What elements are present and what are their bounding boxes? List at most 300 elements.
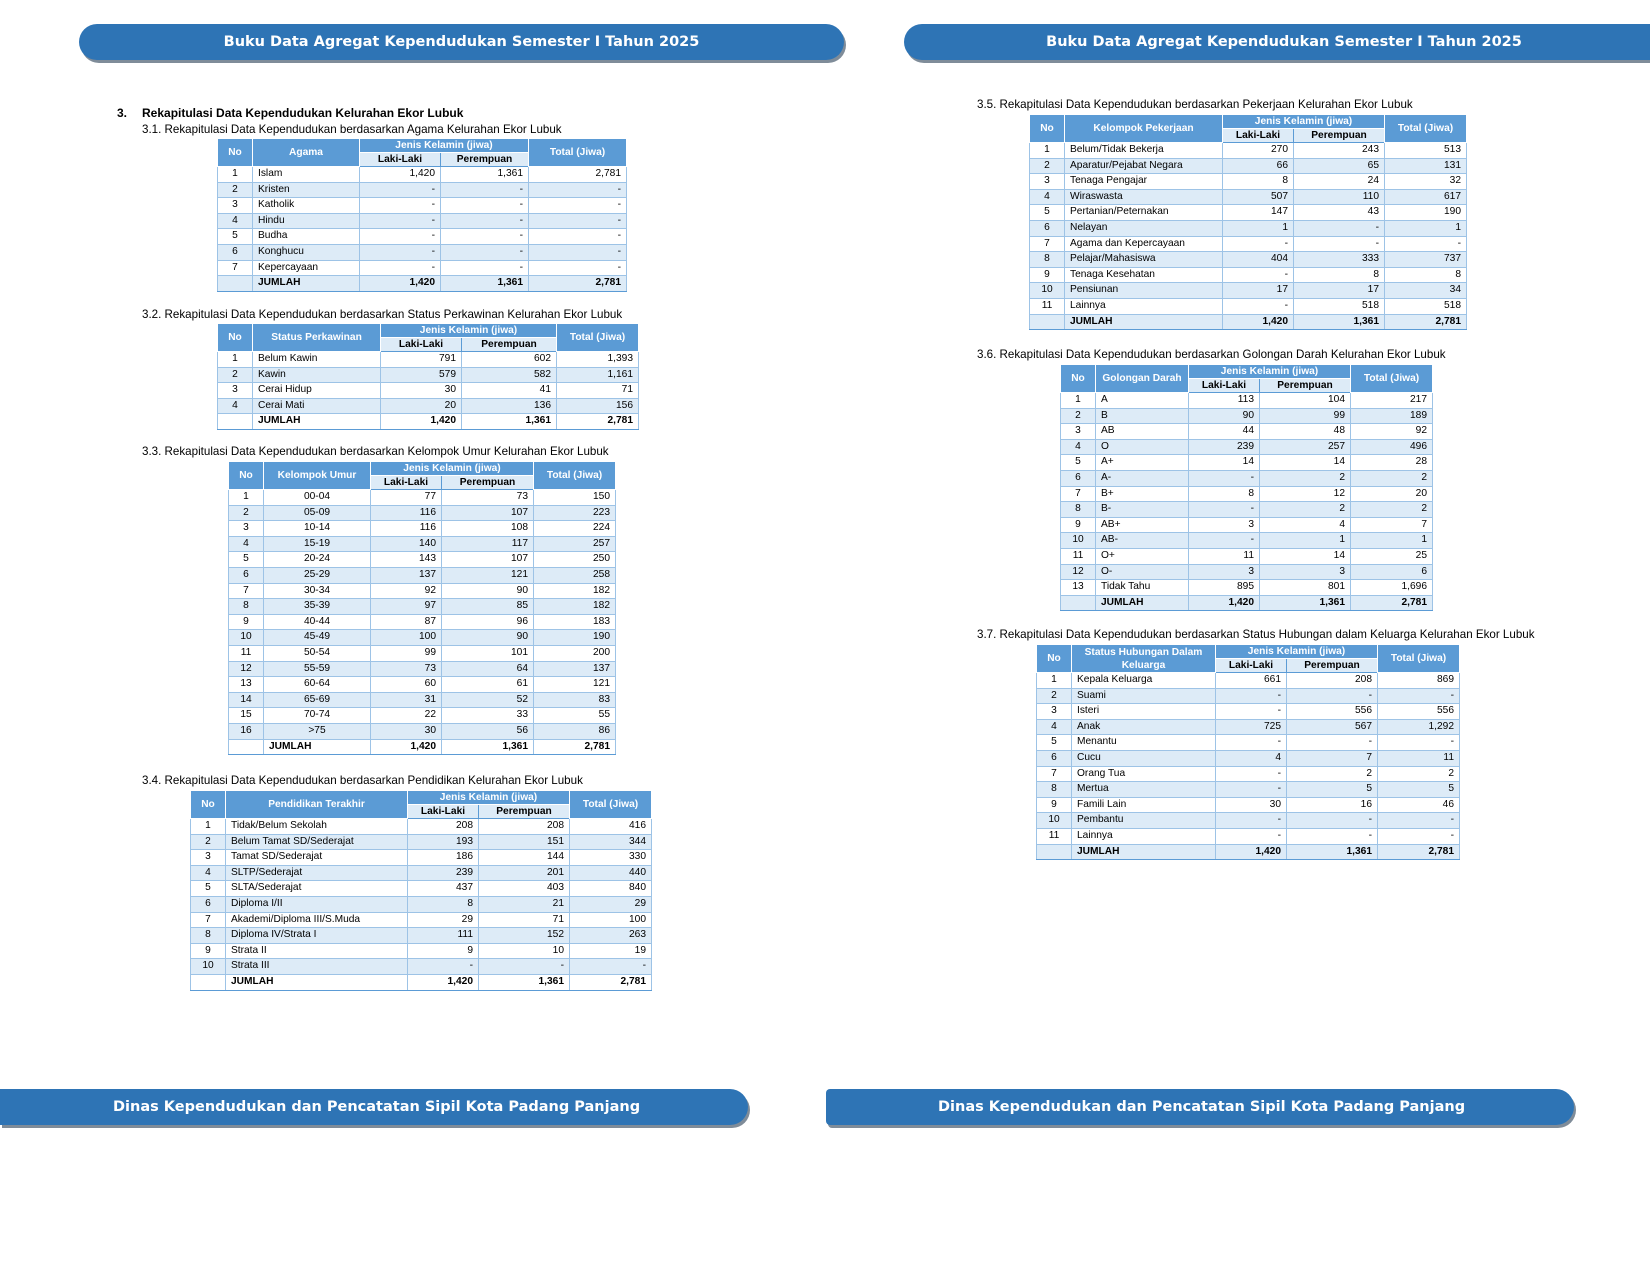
row-category: Lainnya xyxy=(1072,828,1216,844)
table-pendidikan xyxy=(190,790,652,991)
row-laki-laki: 66 xyxy=(1223,158,1294,174)
row-laki-laki: 661 xyxy=(1216,673,1287,689)
row-no: 8 xyxy=(191,928,226,944)
row-perempuan: 104 xyxy=(1260,393,1351,409)
caption-3-5: 3.5. Rekapitulasi Data Kependudukan berdasarkan Pekerjaan Kelurahan Ekor Lubuk xyxy=(977,98,1413,111)
row-category: 10-14 xyxy=(264,521,371,537)
row-category: 70-74 xyxy=(264,708,371,724)
row-no: 4 xyxy=(1037,719,1072,735)
row-category: Famili Lain xyxy=(1072,797,1216,813)
row-laki-laki: - xyxy=(1216,735,1287,751)
table-row xyxy=(1030,205,1467,221)
row-laki-laki: 111 xyxy=(408,928,479,944)
row-laki-laki: 239 xyxy=(408,865,479,881)
row-total: 100 xyxy=(570,912,652,928)
row-total: 131 xyxy=(1385,158,1467,174)
table-row xyxy=(218,352,639,368)
row-no: 2 xyxy=(1061,408,1096,424)
row-laki-laki: - xyxy=(1216,704,1287,720)
row-laki-laki: 507 xyxy=(1223,189,1294,205)
row-category: A+ xyxy=(1096,455,1189,471)
row-total: - xyxy=(529,198,627,214)
row-laki-laki: - xyxy=(1216,813,1287,829)
header-category: Kelompok Pekerjaan xyxy=(1065,115,1223,143)
row-category: O xyxy=(1096,439,1189,455)
total-label: JUMLAH xyxy=(264,739,371,755)
total-empty xyxy=(1030,314,1065,330)
header-total: Total (Jiwa) xyxy=(1385,115,1467,143)
total-label: JUMLAH xyxy=(1096,595,1189,611)
row-perempuan: 10 xyxy=(479,943,570,959)
row-no: 11 xyxy=(229,645,264,661)
caption-3-3: 3.3. Rekapitulasi Data Kependudukan berdasarkan Kelompok Umur Kelurahan Ekor Lubuk xyxy=(142,445,609,458)
header-category: Kelompok Umur xyxy=(264,462,371,490)
row-perempuan: - xyxy=(1287,735,1378,751)
row-perempuan: 107 xyxy=(442,505,534,521)
row-laki-laki: 20 xyxy=(381,398,462,414)
row-no: 4 xyxy=(191,865,226,881)
row-category: A- xyxy=(1096,470,1189,486)
header-total: Total (Jiwa) xyxy=(557,324,639,352)
table-row xyxy=(218,182,627,198)
header-laki-laki: Laki-Laki xyxy=(371,476,442,490)
row-laki-laki: - xyxy=(360,182,441,198)
table-row xyxy=(229,490,616,506)
row-total: 200 xyxy=(534,645,616,661)
row-no: 2 xyxy=(218,182,253,198)
header-no: No xyxy=(229,462,264,490)
row-no: 9 xyxy=(1061,517,1096,533)
row-no: 6 xyxy=(1030,220,1065,236)
table-row xyxy=(229,661,616,677)
row-perempuan: 96 xyxy=(442,614,534,630)
row-no: 9 xyxy=(229,614,264,630)
row-laki-laki: 193 xyxy=(408,834,479,850)
row-category: B xyxy=(1096,408,1189,424)
row-perempuan: 2 xyxy=(1260,502,1351,518)
row-no: 1 xyxy=(191,819,226,835)
table-row xyxy=(1061,393,1433,409)
header-perempuan: Perempuan xyxy=(1294,129,1385,143)
header-total: Total (Jiwa) xyxy=(534,462,616,490)
table-row xyxy=(1037,766,1460,782)
row-perempuan: 17 xyxy=(1294,283,1385,299)
header-total: Total (Jiwa) xyxy=(529,139,627,167)
row-total: - xyxy=(1378,813,1460,829)
row-perempuan: 14 xyxy=(1260,455,1351,471)
row-perempuan: - xyxy=(1287,688,1378,704)
row-total: 518 xyxy=(1385,298,1467,314)
row-category: Cerai Mati xyxy=(253,398,381,414)
table-row xyxy=(1061,408,1433,424)
row-total: 5 xyxy=(1378,782,1460,798)
row-category: Mertua xyxy=(1072,782,1216,798)
row-total: 20 xyxy=(1351,486,1433,502)
row-total: 617 xyxy=(1385,189,1467,205)
table-row xyxy=(191,943,652,959)
row-total: 189 xyxy=(1351,408,1433,424)
row-perempuan: - xyxy=(1287,828,1378,844)
row-no: 4 xyxy=(229,536,264,552)
table-row xyxy=(229,723,616,739)
row-category: B- xyxy=(1096,502,1189,518)
header-jenis-kelamin: Jenis Kelamin (jiwa) xyxy=(1189,365,1351,379)
row-category: 35-39 xyxy=(264,599,371,615)
row-no: 7 xyxy=(191,912,226,928)
row-laki-laki: 8 xyxy=(1189,486,1260,502)
total-laki-laki: 1,420 xyxy=(360,276,441,292)
header-category: Agama xyxy=(253,139,360,167)
table-golongan-darah xyxy=(1060,364,1433,611)
row-total: 330 xyxy=(570,850,652,866)
total-laki-laki: 1,420 xyxy=(1189,595,1260,611)
header-no: No xyxy=(218,324,253,352)
row-perempuan: 7 xyxy=(1287,750,1378,766)
row-laki-laki: 8 xyxy=(408,896,479,912)
row-perempuan: 2 xyxy=(1260,470,1351,486)
row-total: 28 xyxy=(1351,455,1433,471)
header-perempuan: Perempuan xyxy=(479,805,570,819)
table-row xyxy=(229,505,616,521)
row-category: SLTA/Sederajat xyxy=(226,881,408,897)
row-laki-laki: - xyxy=(1223,267,1294,283)
table-row xyxy=(218,367,639,383)
table-row xyxy=(1037,704,1460,720)
table-row xyxy=(1061,502,1433,518)
header-no: No xyxy=(1037,645,1072,673)
table-row xyxy=(1061,533,1433,549)
table-row xyxy=(191,896,652,912)
row-category: Kepala Keluarga xyxy=(1072,673,1216,689)
table-row xyxy=(1061,455,1433,471)
table-row xyxy=(1061,548,1433,564)
row-perempuan: 801 xyxy=(1260,580,1351,596)
table-agama xyxy=(217,138,627,292)
row-no: 1 xyxy=(1030,143,1065,159)
row-perempuan: 85 xyxy=(442,599,534,615)
total-jiwa: 2,781 xyxy=(534,739,616,755)
row-laki-laki: 44 xyxy=(1189,424,1260,440)
row-total: 182 xyxy=(534,583,616,599)
row-category: Diploma IV/Strata I xyxy=(226,928,408,944)
header-category: Status Hubungan Dalam Keluarga xyxy=(1072,645,1216,673)
row-category: Budha xyxy=(253,229,360,245)
row-total: - xyxy=(529,229,627,245)
row-category: 40-44 xyxy=(264,614,371,630)
row-perempuan: 107 xyxy=(442,552,534,568)
row-laki-laki: 579 xyxy=(381,367,462,383)
row-no: 1 xyxy=(1037,673,1072,689)
row-perempuan: 152 xyxy=(479,928,570,944)
row-total: 869 xyxy=(1378,673,1460,689)
row-category: Belum/Tidak Bekerja xyxy=(1065,143,1223,159)
row-no: 6 xyxy=(1061,470,1096,486)
row-total: 344 xyxy=(570,834,652,850)
row-laki-laki: 100 xyxy=(371,630,442,646)
row-total: 2,781 xyxy=(529,167,627,183)
row-category: 50-54 xyxy=(264,645,371,661)
row-total: 55 xyxy=(534,708,616,724)
row-perempuan: 90 xyxy=(442,583,534,599)
row-laki-laki: 29 xyxy=(408,912,479,928)
total-laki-laki: 1,420 xyxy=(1216,844,1287,860)
row-total: 2 xyxy=(1351,470,1433,486)
row-perempuan: 117 xyxy=(442,536,534,552)
row-category: Pelajar/Mahasiswa xyxy=(1065,252,1223,268)
row-total: 263 xyxy=(570,928,652,944)
row-perempuan: 556 xyxy=(1287,704,1378,720)
table-row xyxy=(1037,797,1460,813)
row-perempuan: 257 xyxy=(1260,439,1351,455)
row-total: - xyxy=(529,260,627,276)
row-no: 6 xyxy=(191,896,226,912)
total-laki-laki: 1,420 xyxy=(408,974,479,990)
row-no: 11 xyxy=(1030,298,1065,314)
row-no: 5 xyxy=(1030,205,1065,221)
row-no: 8 xyxy=(1061,502,1096,518)
row-laki-laki: - xyxy=(1216,688,1287,704)
footer-banner-right xyxy=(826,1089,1574,1125)
table-row xyxy=(1030,174,1467,190)
caption-3-4: 3.4. Rekapitulasi Data Kependudukan berdasarkan Pendidikan Kelurahan Ekor Lubuk xyxy=(142,774,583,787)
row-category: Strata III xyxy=(226,959,408,975)
row-total: 32 xyxy=(1385,174,1467,190)
table-row xyxy=(1030,220,1467,236)
row-category: 30-34 xyxy=(264,583,371,599)
row-no: 11 xyxy=(1061,548,1096,564)
row-laki-laki: 147 xyxy=(1223,205,1294,221)
row-no: 5 xyxy=(191,881,226,897)
row-laki-laki: 270 xyxy=(1223,143,1294,159)
row-perempuan: 144 xyxy=(479,850,570,866)
table-row xyxy=(1030,236,1467,252)
row-laki-laki: 791 xyxy=(381,352,462,368)
row-laki-laki: 140 xyxy=(371,536,442,552)
row-category: Aparatur/Pejabat Negara xyxy=(1065,158,1223,174)
row-total: 8 xyxy=(1385,267,1467,283)
total-label: JUMLAH xyxy=(1065,314,1223,330)
row-perempuan: 43 xyxy=(1294,205,1385,221)
row-total: - xyxy=(570,959,652,975)
row-no: 3 xyxy=(218,383,253,399)
row-total: 250 xyxy=(534,552,616,568)
row-total: 1 xyxy=(1385,220,1467,236)
row-category: AB- xyxy=(1096,533,1189,549)
table-row xyxy=(218,398,639,414)
row-category: A xyxy=(1096,393,1189,409)
row-laki-laki: - xyxy=(1189,502,1260,518)
total-jiwa: 2,781 xyxy=(1378,844,1460,860)
row-category: Pembantu xyxy=(1072,813,1216,829)
table-total-row xyxy=(229,739,616,755)
row-total: 71 xyxy=(557,383,639,399)
row-total: 183 xyxy=(534,614,616,630)
row-total: 19 xyxy=(570,943,652,959)
row-perempuan: 1 xyxy=(1260,533,1351,549)
row-total: 496 xyxy=(1351,439,1433,455)
table-row xyxy=(229,599,616,615)
row-category: 05-09 xyxy=(264,505,371,521)
total-jiwa: 2,781 xyxy=(1385,314,1467,330)
row-laki-laki: - xyxy=(360,198,441,214)
table-row xyxy=(191,819,652,835)
row-laki-laki: 30 xyxy=(1216,797,1287,813)
row-category: Wiraswasta xyxy=(1065,189,1223,205)
table-row xyxy=(229,677,616,693)
row-category: Cerai Hidup xyxy=(253,383,381,399)
total-empty xyxy=(1037,844,1072,860)
row-perempuan: 3 xyxy=(1260,564,1351,580)
row-total: - xyxy=(1378,688,1460,704)
row-category: Belum Tamat SD/Sederajat xyxy=(226,834,408,850)
header-no: No xyxy=(1030,115,1065,143)
row-total: 156 xyxy=(557,398,639,414)
total-perempuan: 1,361 xyxy=(1287,844,1378,860)
header-perempuan: Perempuan xyxy=(1260,379,1351,393)
row-category: SLTP/Sederajat xyxy=(226,865,408,881)
row-perempuan: 208 xyxy=(479,819,570,835)
table-row xyxy=(1037,782,1460,798)
row-category: Agama dan Kepercayaan xyxy=(1065,236,1223,252)
header-laki-laki: Laki-Laki xyxy=(360,153,441,167)
row-laki-laki: 143 xyxy=(371,552,442,568)
row-total: 1,696 xyxy=(1351,580,1433,596)
table-total-row xyxy=(191,974,652,990)
row-total: 440 xyxy=(570,865,652,881)
row-perempuan: 403 xyxy=(479,881,570,897)
row-category: Diploma I/II xyxy=(226,896,408,912)
header-banner-right xyxy=(904,24,1650,60)
row-no: 10 xyxy=(1037,813,1072,829)
row-category: AB xyxy=(1096,424,1189,440)
row-no: 5 xyxy=(1037,735,1072,751)
row-category: Pensiunan xyxy=(1065,283,1223,299)
table-row xyxy=(1037,688,1460,704)
total-empty xyxy=(229,739,264,755)
row-no: 11 xyxy=(1037,828,1072,844)
row-laki-laki: - xyxy=(360,229,441,245)
table-row xyxy=(229,521,616,537)
row-laki-laki: 8 xyxy=(1223,174,1294,190)
row-category: Tenaga Kesehatan xyxy=(1065,267,1223,283)
row-total: 7 xyxy=(1351,517,1433,533)
table-row xyxy=(218,260,627,276)
table-row xyxy=(218,198,627,214)
row-laki-laki: 1,420 xyxy=(360,167,441,183)
row-no: 2 xyxy=(229,505,264,521)
table-row xyxy=(1030,298,1467,314)
table-row xyxy=(1030,283,1467,299)
row-no: 8 xyxy=(229,599,264,615)
header-category: Golongan Darah xyxy=(1096,365,1189,393)
row-laki-laki: 87 xyxy=(371,614,442,630)
total-label: JUMLAH xyxy=(1072,844,1216,860)
header-jenis-kelamin: Jenis Kelamin (jiwa) xyxy=(1223,115,1385,129)
row-category: Kawin xyxy=(253,367,381,383)
row-total: 223 xyxy=(534,505,616,521)
row-total: 11 xyxy=(1378,750,1460,766)
table-row xyxy=(191,834,652,850)
header-perempuan: Perempuan xyxy=(442,476,534,490)
row-laki-laki: 116 xyxy=(371,505,442,521)
total-laki-laki: 1,420 xyxy=(371,739,442,755)
row-no: 7 xyxy=(229,583,264,599)
row-total: 190 xyxy=(534,630,616,646)
row-perempuan: 1,361 xyxy=(441,167,529,183)
footer-title: Dinas Kependudukan dan Pencatatan Sipil Kota Padang Panjang xyxy=(938,1099,1466,1115)
row-no: 3 xyxy=(1061,424,1096,440)
row-no: 12 xyxy=(1061,564,1096,580)
row-laki-laki: 895 xyxy=(1189,580,1260,596)
header-title: Buku Data Agregat Kependudukan Semester I Tahun 2025 xyxy=(223,34,700,50)
total-perempuan: 1,361 xyxy=(479,974,570,990)
table-row xyxy=(191,881,652,897)
table-row xyxy=(191,912,652,928)
row-no: 6 xyxy=(1037,750,1072,766)
total-label: JUMLAH xyxy=(226,974,408,990)
row-laki-laki: - xyxy=(1223,236,1294,252)
row-perempuan: 582 xyxy=(462,367,557,383)
row-total: 840 xyxy=(570,881,652,897)
header-jenis-kelamin: Jenis Kelamin (jiwa) xyxy=(360,139,529,153)
row-no: 6 xyxy=(218,244,253,260)
row-category: Islam xyxy=(253,167,360,183)
row-perempuan: 567 xyxy=(1287,719,1378,735)
row-category: Tidak/Belum Sekolah xyxy=(226,819,408,835)
row-category: Pertanian/Peternakan xyxy=(1065,205,1223,221)
total-empty xyxy=(1061,595,1096,611)
row-no: 1 xyxy=(218,167,253,183)
header-laki-laki: Laki-Laki xyxy=(408,805,479,819)
header-total: Total (Jiwa) xyxy=(1351,365,1433,393)
row-no: 4 xyxy=(218,213,253,229)
row-perempuan: - xyxy=(441,229,529,245)
table-status-perkawinan xyxy=(217,323,639,430)
header-jenis-kelamin: Jenis Kelamin (jiwa) xyxy=(381,324,557,338)
table-row xyxy=(1061,486,1433,502)
row-no: 12 xyxy=(229,661,264,677)
table-row xyxy=(218,213,627,229)
row-no: 9 xyxy=(1037,797,1072,813)
row-perempuan: 65 xyxy=(1294,158,1385,174)
total-jiwa: 2,781 xyxy=(529,276,627,292)
row-laki-laki: - xyxy=(1189,533,1260,549)
row-laki-laki: 77 xyxy=(371,490,442,506)
row-perempuan: - xyxy=(441,213,529,229)
row-perempuan: 101 xyxy=(442,645,534,661)
row-category: O+ xyxy=(1096,548,1189,564)
row-no: 7 xyxy=(1037,766,1072,782)
table-row xyxy=(1030,189,1467,205)
row-perempuan: 8 xyxy=(1294,267,1385,283)
row-no: 1 xyxy=(1061,393,1096,409)
row-total: 257 xyxy=(534,536,616,552)
row-perempuan: 4 xyxy=(1260,517,1351,533)
row-category: Kristen xyxy=(253,182,360,198)
row-perempuan: 136 xyxy=(462,398,557,414)
row-perempuan: 73 xyxy=(442,490,534,506)
header-laki-laki: Laki-Laki xyxy=(381,338,462,352)
row-no: 3 xyxy=(1037,704,1072,720)
row-category: Nelayan xyxy=(1065,220,1223,236)
row-laki-laki: 3 xyxy=(1189,564,1260,580)
row-laki-laki: 99 xyxy=(371,645,442,661)
row-total: - xyxy=(1378,828,1460,844)
table-total-row xyxy=(1037,844,1460,860)
caption-3-7: 3.7. Rekapitulasi Data Kependudukan berdasarkan Status Hubungan dalam Keluarga Kelurahan Ekor Lubuk xyxy=(977,628,1535,641)
row-perempuan: 5 xyxy=(1287,782,1378,798)
row-laki-laki: 14 xyxy=(1189,455,1260,471)
